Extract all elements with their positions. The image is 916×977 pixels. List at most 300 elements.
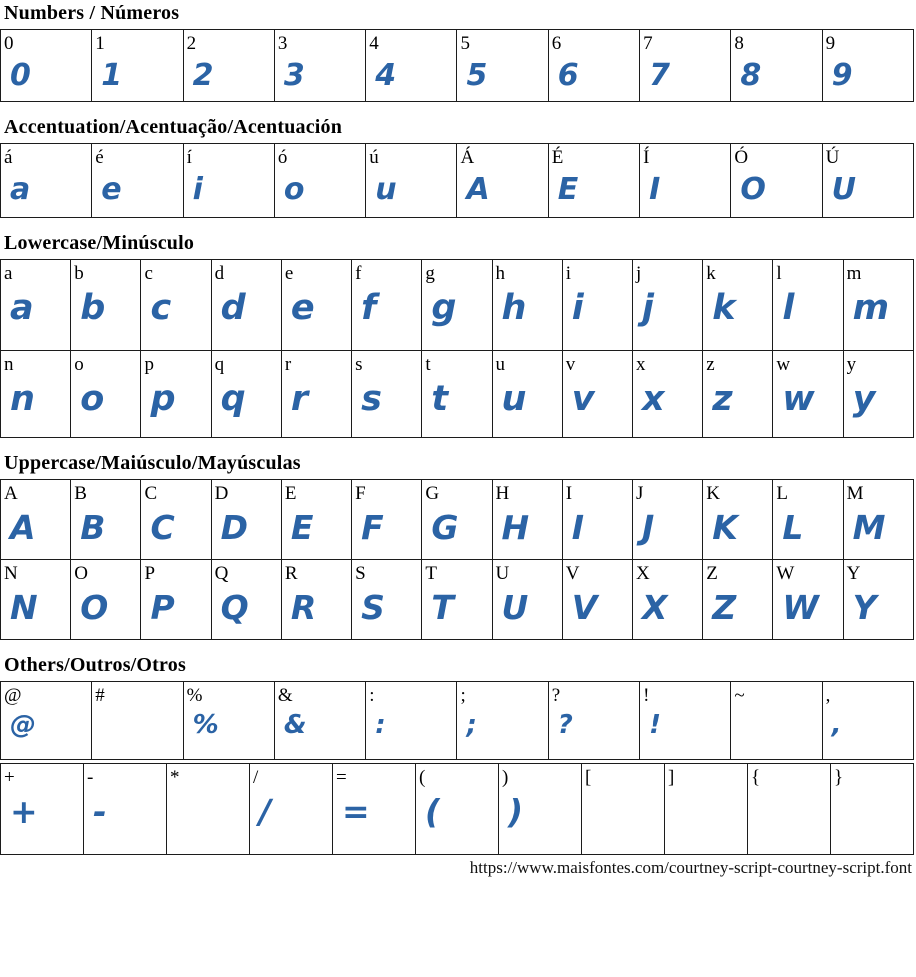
- character-label: d: [214, 263, 225, 284]
- script-glyph: L: [782, 508, 804, 547]
- glyph-cell: [211, 480, 281, 560]
- glyph-row: [1, 260, 914, 351]
- script-glyph: A: [10, 508, 36, 547]
- glyph-cell: [1, 260, 71, 351]
- character-label: s: [355, 354, 363, 375]
- character-label: H: [495, 483, 510, 504]
- glyph-cell: [1, 30, 92, 102]
- glyph-cell: [548, 30, 639, 102]
- glyph-cell: [492, 560, 562, 640]
- script-glyph: Y: [852, 588, 877, 627]
- glyph-cell: [281, 560, 351, 640]
- character-label: k: [706, 263, 716, 284]
- character-label: {: [751, 767, 761, 788]
- character-label: @: [4, 685, 22, 706]
- character-label: G: [425, 483, 440, 504]
- script-glyph: o: [283, 172, 305, 207]
- character-label: e: [284, 263, 294, 284]
- script-glyph: @: [10, 710, 36, 740]
- glyph-cell: [492, 480, 562, 560]
- character-label: B: [74, 483, 87, 504]
- glyph-cell: [562, 351, 632, 438]
- character-label: Á: [460, 147, 475, 168]
- character-label: }: [834, 767, 844, 788]
- glyph-cell: [822, 682, 913, 760]
- character-label: F: [355, 483, 366, 504]
- script-glyph: 6: [557, 58, 579, 93]
- character-label: 9: [825, 33, 836, 54]
- glyph-cell: [748, 764, 831, 855]
- script-glyph: S: [361, 588, 385, 627]
- section-title-accentuation: Accentuation/Acentuação/Acentuación: [4, 116, 343, 138]
- glyph-cell: [141, 351, 211, 438]
- character-label: !: [643, 685, 650, 706]
- script-glyph: h: [501, 288, 527, 328]
- glyph-cell: [843, 351, 913, 438]
- script-glyph: &: [283, 710, 307, 740]
- script-glyph: [831, 790, 913, 796]
- character-label: P: [144, 563, 156, 584]
- accentuation-table: [0, 143, 914, 218]
- glyph-cell: [562, 480, 632, 560]
- lowercase-table: [0, 259, 914, 438]
- script-glyph: s: [361, 379, 382, 419]
- character-label: í: [186, 147, 192, 168]
- glyph-row: [1, 480, 914, 560]
- character-label: W: [776, 563, 795, 584]
- script-glyph: j: [641, 288, 654, 328]
- script-glyph: -: [93, 792, 107, 831]
- glyph-cell: [1, 682, 92, 760]
- glyph-cell: [422, 480, 492, 560]
- script-glyph: P: [150, 588, 175, 627]
- script-glyph: 3: [283, 58, 305, 93]
- glyph-cell: [183, 682, 274, 760]
- script-glyph: n: [10, 379, 35, 419]
- glyph-cell: [250, 764, 333, 855]
- specimen-sections: [0, 2, 916, 855]
- script-glyph: I: [649, 172, 661, 207]
- script-glyph: /: [259, 792, 272, 831]
- character-label: b: [74, 263, 84, 284]
- script-glyph: W: [782, 588, 819, 627]
- glyph-cell: [1, 764, 84, 855]
- glyph-cell: [492, 260, 562, 351]
- font-specimen-page: [0, 2, 916, 977]
- character-label: x: [635, 354, 646, 375]
- script-glyph: =: [342, 792, 370, 831]
- glyph-cell: [366, 30, 457, 102]
- glyph-cell: [167, 764, 250, 855]
- character-label: K: [706, 483, 720, 504]
- script-glyph: O: [80, 588, 109, 627]
- glyph-cell: [422, 560, 492, 640]
- glyph-cell: [141, 260, 211, 351]
- character-label: A: [4, 483, 18, 504]
- script-glyph: T: [431, 588, 454, 627]
- character-label: I: [565, 483, 573, 504]
- script-glyph: ?: [557, 710, 573, 740]
- glyph-cell: [703, 260, 773, 351]
- script-glyph: Q: [220, 588, 249, 627]
- glyph-cell: [582, 764, 665, 855]
- glyph-cell: [843, 260, 913, 351]
- glyph-cell: [632, 560, 702, 640]
- glyph-cell: [773, 480, 843, 560]
- glyph-cell: [1, 480, 71, 560]
- script-glyph: e: [290, 288, 315, 328]
- script-glyph: K: [712, 508, 738, 547]
- script-glyph: [92, 708, 182, 714]
- character-label: L: [776, 483, 789, 504]
- character-label: m: [846, 263, 862, 284]
- glyph-cell: [352, 351, 422, 438]
- character-label: a: [4, 263, 13, 284]
- script-glyph: I: [571, 508, 585, 547]
- character-label: á: [4, 147, 13, 168]
- section-title-uppercase: Uppercase/Maiúsculo/Mayúsculas: [4, 452, 301, 474]
- source-url: https://www.maisfontes.com/courtney-script-courtney-script.font: [469, 858, 912, 877]
- character-label: ~: [734, 685, 745, 706]
- glyph-cell: [562, 560, 632, 640]
- script-glyph: i: [571, 288, 584, 328]
- character-label: *: [170, 767, 180, 788]
- script-glyph: H: [501, 508, 530, 547]
- script-glyph: l: [782, 288, 795, 328]
- glyph-cell: [773, 351, 843, 438]
- glyph-cell: [281, 260, 351, 351]
- glyph-cell: [640, 682, 731, 760]
- script-glyph: r: [290, 379, 309, 419]
- character-label: é: [95, 147, 104, 168]
- section-title-others: Others/Outros/Otros: [4, 654, 186, 676]
- character-label: :: [369, 685, 375, 706]
- character-label: D: [214, 483, 229, 504]
- script-glyph: A: [466, 172, 490, 207]
- character-label: 5: [460, 33, 470, 54]
- character-label: 2: [186, 33, 197, 54]
- glyph-cell: [422, 351, 492, 438]
- script-glyph: R: [290, 588, 317, 627]
- character-label: 3: [277, 33, 288, 54]
- script-glyph: g: [431, 288, 457, 328]
- script-glyph: 2: [192, 58, 214, 93]
- script-glyph: m: [852, 288, 890, 328]
- character-label: Ó: [734, 147, 749, 168]
- character-label: l: [776, 263, 782, 284]
- glyph-cell: [141, 480, 211, 560]
- script-glyph: D: [220, 508, 249, 547]
- script-glyph: z: [712, 379, 733, 419]
- script-glyph: e: [101, 172, 122, 207]
- character-label: -: [87, 767, 94, 788]
- script-glyph: 7: [649, 58, 670, 93]
- glyph-cell: [281, 351, 351, 438]
- script-glyph: N: [10, 588, 38, 627]
- character-label: N: [4, 563, 18, 584]
- glyph-cell: [632, 480, 702, 560]
- script-glyph: q: [220, 379, 246, 419]
- script-glyph: 4: [375, 58, 397, 93]
- script-glyph: o: [80, 379, 105, 419]
- script-glyph: ): [508, 792, 524, 831]
- glyph-cell: [499, 764, 582, 855]
- glyph-cell: [92, 682, 183, 760]
- script-glyph: i: [192, 172, 203, 207]
- character-label: n: [4, 354, 14, 375]
- glyph-cell: [548, 144, 639, 218]
- glyph-cell: [843, 560, 913, 640]
- glyph-cell: [457, 144, 548, 218]
- glyph-cell: [731, 144, 822, 218]
- others-table-1: [0, 681, 914, 760]
- character-label: ,: [825, 685, 831, 706]
- script-glyph: k: [712, 288, 736, 328]
- script-glyph: v: [571, 379, 595, 419]
- character-label: y: [846, 354, 857, 375]
- character-label: 1: [95, 33, 105, 54]
- character-label: Ú: [825, 147, 840, 168]
- character-label: 6: [551, 33, 562, 54]
- character-label: ;: [460, 685, 466, 706]
- character-label: i: [565, 263, 572, 284]
- character-label: [: [585, 767, 592, 788]
- script-glyph: E: [290, 508, 314, 547]
- character-label: g: [425, 263, 435, 284]
- character-label: z: [706, 354, 715, 375]
- glyph-cell: [84, 764, 167, 855]
- character-label: u: [495, 354, 506, 375]
- script-glyph: 0: [10, 58, 31, 93]
- script-glyph: ;: [466, 710, 477, 740]
- script-glyph: F: [361, 508, 384, 547]
- character-label: q: [214, 354, 225, 375]
- script-glyph: ,: [831, 710, 842, 740]
- character-label: X: [635, 563, 650, 584]
- glyph-cell: [333, 764, 416, 855]
- glyph-cell: [731, 682, 822, 760]
- glyph-cell: [640, 144, 731, 218]
- character-label: 0: [4, 33, 14, 54]
- glyph-cell: [274, 682, 365, 760]
- glyph-cell: [274, 144, 365, 218]
- glyph-cell: [92, 30, 183, 102]
- numbers-table: [0, 29, 914, 102]
- glyph-row: [1, 682, 914, 760]
- character-label: 7: [643, 33, 653, 54]
- character-label: =: [336, 767, 347, 788]
- glyph-cell: [822, 30, 913, 102]
- glyph-cell: [640, 30, 731, 102]
- script-glyph: [582, 790, 664, 796]
- character-label: (: [419, 767, 426, 788]
- character-label: o: [74, 354, 84, 375]
- character-label: R: [284, 563, 298, 584]
- glyph-cell: [1, 351, 71, 438]
- glyph-cell: [366, 144, 457, 218]
- glyph-cell: [211, 560, 281, 640]
- glyph-cell: [183, 30, 274, 102]
- script-glyph: 8: [740, 58, 762, 93]
- glyph-cell: [211, 351, 281, 438]
- character-label: Y: [846, 563, 861, 584]
- glyph-cell: [457, 682, 548, 760]
- glyph-cell: [731, 30, 822, 102]
- glyph-cell: [422, 260, 492, 351]
- glyph-cell: [703, 351, 773, 438]
- character-label: &: [277, 685, 293, 706]
- script-glyph: f: [361, 288, 377, 328]
- glyph-cell: [457, 30, 548, 102]
- glyph-row: [1, 144, 914, 218]
- script-glyph: y: [852, 379, 876, 419]
- character-label: Q: [214, 563, 229, 584]
- script-glyph: U: [501, 588, 529, 627]
- glyph-cell: [632, 351, 702, 438]
- glyph-row: [1, 30, 914, 102]
- glyph-cell: [183, 144, 274, 218]
- glyph-cell: [831, 764, 914, 855]
- character-label: h: [495, 263, 506, 284]
- script-glyph: u: [375, 172, 397, 207]
- character-label: T: [425, 563, 437, 584]
- character-label: #: [95, 685, 105, 706]
- script-glyph: X: [641, 588, 668, 627]
- character-label: ]: [668, 767, 675, 788]
- character-label: c: [144, 263, 153, 284]
- script-glyph: [665, 790, 747, 796]
- character-label: %: [186, 685, 203, 706]
- character-label: S: [355, 563, 366, 584]
- script-glyph: (: [425, 792, 441, 831]
- glyph-cell: [1, 560, 71, 640]
- character-label: +: [4, 767, 15, 788]
- glyph-cell: [211, 260, 281, 351]
- glyph-cell: [141, 560, 211, 640]
- script-glyph: [731, 708, 821, 714]
- character-label: 8: [734, 33, 744, 54]
- character-label: w: [776, 354, 791, 375]
- glyph-cell: [665, 764, 748, 855]
- script-glyph: %: [192, 710, 219, 740]
- script-glyph: Z: [712, 588, 737, 627]
- script-glyph: x: [641, 379, 665, 419]
- character-label: V: [565, 563, 580, 584]
- glyph-cell: [1, 144, 92, 218]
- character-label: ?: [551, 685, 561, 706]
- script-glyph: [167, 790, 249, 796]
- glyph-cell: [366, 682, 457, 760]
- character-label: ): [502, 767, 509, 788]
- script-glyph: G: [431, 508, 459, 547]
- script-glyph: :: [375, 710, 386, 740]
- script-glyph: +: [10, 792, 38, 831]
- script-glyph: 1: [101, 58, 123, 93]
- script-glyph: c: [150, 288, 172, 328]
- script-glyph: a: [10, 288, 34, 328]
- script-glyph: w: [782, 379, 815, 419]
- character-label: ú: [369, 147, 379, 168]
- glyph-cell: [416, 764, 499, 855]
- character-label: r: [284, 354, 292, 375]
- glyph-cell: [822, 144, 913, 218]
- character-label: /: [253, 767, 259, 788]
- script-glyph: M: [852, 508, 886, 547]
- glyph-cell: [71, 351, 141, 438]
- character-label: j: [635, 263, 642, 284]
- glyph-cell: [71, 480, 141, 560]
- glyph-cell: [773, 260, 843, 351]
- glyph-cell: [281, 480, 351, 560]
- glyph-cell: [562, 260, 632, 351]
- script-glyph: u: [501, 379, 527, 419]
- script-glyph: O: [740, 172, 766, 207]
- script-glyph: d: [220, 288, 246, 328]
- glyph-cell: [703, 560, 773, 640]
- character-label: v: [565, 354, 576, 375]
- character-label: ó: [277, 147, 288, 168]
- character-label: J: [635, 483, 644, 504]
- character-label: 4: [369, 33, 379, 54]
- others-table-2: [0, 763, 914, 855]
- script-glyph: C: [150, 508, 175, 547]
- script-glyph: U: [831, 172, 857, 207]
- script-glyph: B: [80, 508, 106, 547]
- glyph-cell: [71, 560, 141, 640]
- glyph-row: [1, 560, 914, 640]
- glyph-cell: [632, 260, 702, 351]
- glyph-row: [1, 764, 914, 855]
- character-label: M: [846, 483, 864, 504]
- glyph-cell: [703, 480, 773, 560]
- character-label: p: [144, 354, 154, 375]
- character-label: Z: [706, 563, 718, 584]
- script-glyph: !: [649, 710, 661, 740]
- script-glyph: [748, 790, 830, 796]
- glyph-row: [1, 351, 914, 438]
- glyph-cell: [492, 351, 562, 438]
- uppercase-table: [0, 479, 914, 640]
- script-glyph: a: [10, 172, 31, 207]
- section-title-numbers: Numbers / Números: [4, 2, 180, 24]
- character-label: É: [551, 147, 564, 168]
- character-label: Í: [643, 147, 650, 168]
- glyph-cell: [71, 260, 141, 351]
- character-label: U: [495, 563, 510, 584]
- glyph-cell: [843, 480, 913, 560]
- script-glyph: E: [557, 172, 579, 207]
- character-label: f: [355, 263, 362, 284]
- character-label: O: [74, 563, 88, 584]
- script-glyph: b: [80, 288, 106, 328]
- script-glyph: t: [431, 379, 449, 419]
- script-glyph: p: [150, 379, 176, 419]
- script-glyph: J: [641, 508, 655, 547]
- glyph-cell: [352, 480, 422, 560]
- script-glyph: 5: [466, 58, 488, 93]
- glyph-cell: [773, 560, 843, 640]
- glyph-cell: [274, 30, 365, 102]
- character-label: E: [284, 483, 297, 504]
- glyph-cell: [352, 260, 422, 351]
- glyph-cell: [92, 144, 183, 218]
- character-label: t: [425, 354, 431, 375]
- glyph-cell: [548, 682, 639, 760]
- character-label: C: [144, 483, 158, 504]
- script-glyph: 9: [831, 58, 853, 93]
- section-title-lowercase: Lowercase/Minúsculo: [4, 232, 195, 254]
- glyph-cell: [352, 560, 422, 640]
